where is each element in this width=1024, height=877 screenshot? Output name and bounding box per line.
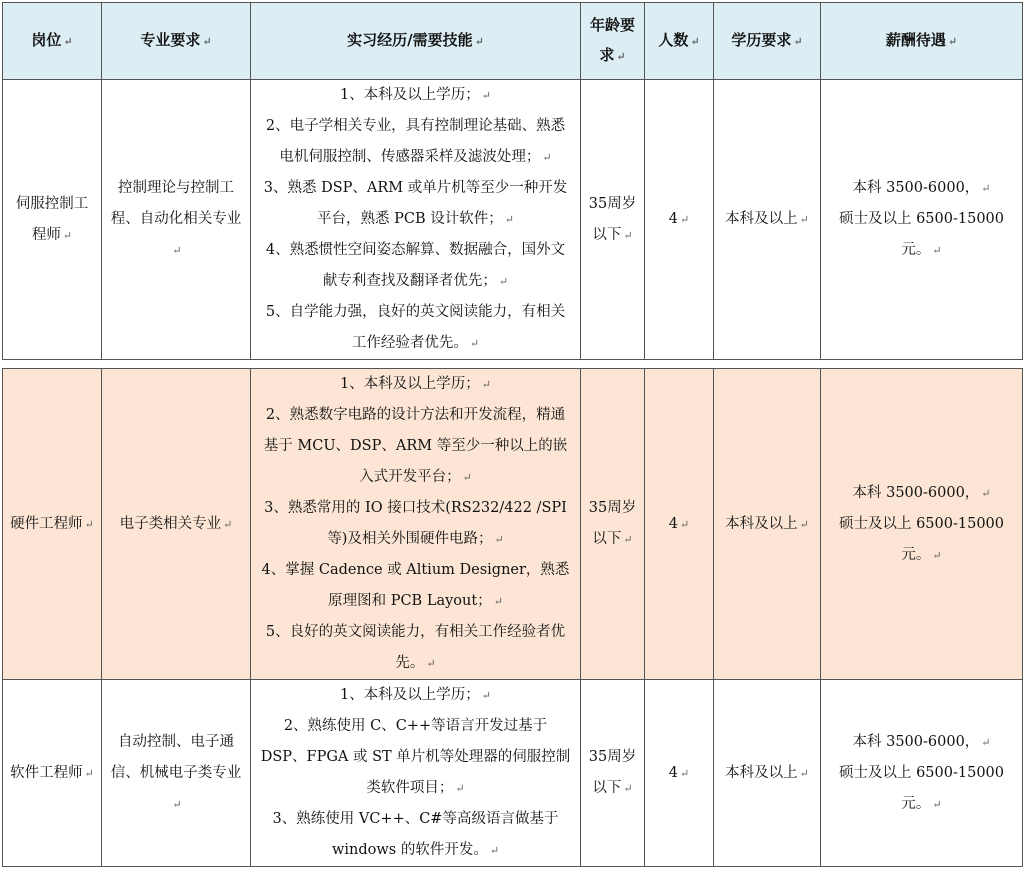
cell-position: 硬件工程师 ↵ [3, 369, 102, 680]
skill-item: 3、熟悉常用的 IO 接口技术(RS232/422 /SPI 等)及相关外围硬件电路； ↵ [264, 500, 567, 547]
cell-position: 伺服控制工程师 ↵ [3, 80, 102, 360]
header-count: 人数 ↵ [645, 3, 714, 80]
cell-age: 35周岁以下 ↵ [581, 680, 645, 867]
skill-item: 1、本科及以上学历； ↵ [340, 687, 491, 703]
cell-age: 35周岁以下 ↵ [581, 369, 645, 680]
header-age: 年龄要求 ↵ [581, 3, 645, 80]
salary-line: 元。 ↵ [901, 242, 942, 258]
header-skills: 实习经历/需要技能 ↵ [251, 3, 581, 80]
cell-education: 本科及以上 ↵ [714, 80, 821, 360]
cell-education: 本科及以上 ↵ [714, 680, 821, 867]
cell-major: 控制理论与控制工程、自动化相关专业↵ [102, 80, 251, 360]
page-break-gap [3, 360, 1023, 369]
skill-item: 4、掌握 Cadence 或 Altium Designer，熟悉原理图和 PCB Layout； ↵ [261, 562, 570, 609]
cell-position: 软件工程师 ↵ [3, 680, 102, 867]
skill-item: 4、熟悉惯性空间姿态解算、数据融合，国外文献专利查找及翻译者优先； ↵ [265, 242, 566, 289]
cell-salary [821, 680, 1023, 867]
salary-line: 硕士及以上 6500-15000 [838, 515, 1005, 532]
salary-line: 元。 ↵ [901, 546, 942, 563]
header-major: 专业要求 ↵ [102, 3, 251, 80]
table-row [3, 680, 1023, 867]
cell-count: 4 ↵ [645, 369, 714, 680]
salary-line: 本科 3500-6000， ↵ [852, 733, 991, 750]
cell-count: 4 ↵ [645, 80, 714, 360]
salary-line: 本科 3500-6000， ↵ [852, 180, 991, 196]
cell-age: 35周岁以下 ↵ [581, 80, 645, 360]
header-position: 岗位 ↵ [3, 3, 102, 80]
salary-line: 硕士及以上 6500-15000 [838, 211, 1005, 227]
salary-line: 本科 3500-6000， ↵ [852, 484, 991, 501]
skill-item: 2、电子学相关专业，具有控制理论基础、熟悉电机伺服控制、传感器采样及滤波处理； ↵ [265, 118, 566, 165]
job-table [2, 2, 1023, 867]
skill-item: 3、熟悉 DSP、ARM 或单片机等至少一种开发平台，熟悉 PCB 设计软件； ↵ [263, 180, 568, 227]
cell-skills [251, 369, 581, 680]
skill-item: 5、自学能力强，良好的英文阅读能力，有相关工作经验者优先。 ↵ [265, 304, 566, 351]
skill-item: 1、本科及以上学历； ↵ [340, 87, 491, 103]
header-salary: 薪酬待遇 ↵ [821, 3, 1023, 80]
salary-line: 硕士及以上 6500-15000 [838, 764, 1005, 781]
skill-item: 5、良好的英文阅读能力，有相关工作经验者优先。 ↵ [265, 624, 566, 671]
cell-education: 本科及以上 ↵ [714, 369, 821, 680]
skill-item: 2、熟练使用 C、C++等语言开发过基于 DSP、FPGA 或 ST 单片机等处理器的伺服控制类软件项目； ↵ [260, 718, 571, 796]
header-row [3, 3, 1023, 80]
table-row [3, 80, 1023, 360]
cell-major: 自动控制、电子通信、机械电子类专业↵ [102, 680, 251, 867]
gap-cell [3, 360, 1023, 369]
skill-item: 3、熟练使用 VC++、C#等高级语言做基于 windows 的软件开发。 ↵ [272, 811, 559, 858]
cell-skills [251, 680, 581, 867]
table-row [3, 369, 1023, 680]
cell-count: 4 ↵ [645, 680, 714, 867]
cell-skills [251, 80, 581, 360]
cell-major: 电子类相关专业 ↵ [102, 369, 251, 680]
salary-line: 元。 ↵ [901, 795, 942, 812]
cell-salary [821, 369, 1023, 680]
skill-item: 1、本科及以上学历； ↵ [340, 376, 491, 392]
skill-item: 2、熟悉数字电路的设计方法和开发流程，精通基于 MCU、DSP、ARM 等至少一种以上的嵌入式开发平台； ↵ [263, 407, 568, 485]
header-education: 学历要求 ↵ [714, 3, 821, 80]
cell-salary [821, 80, 1023, 360]
